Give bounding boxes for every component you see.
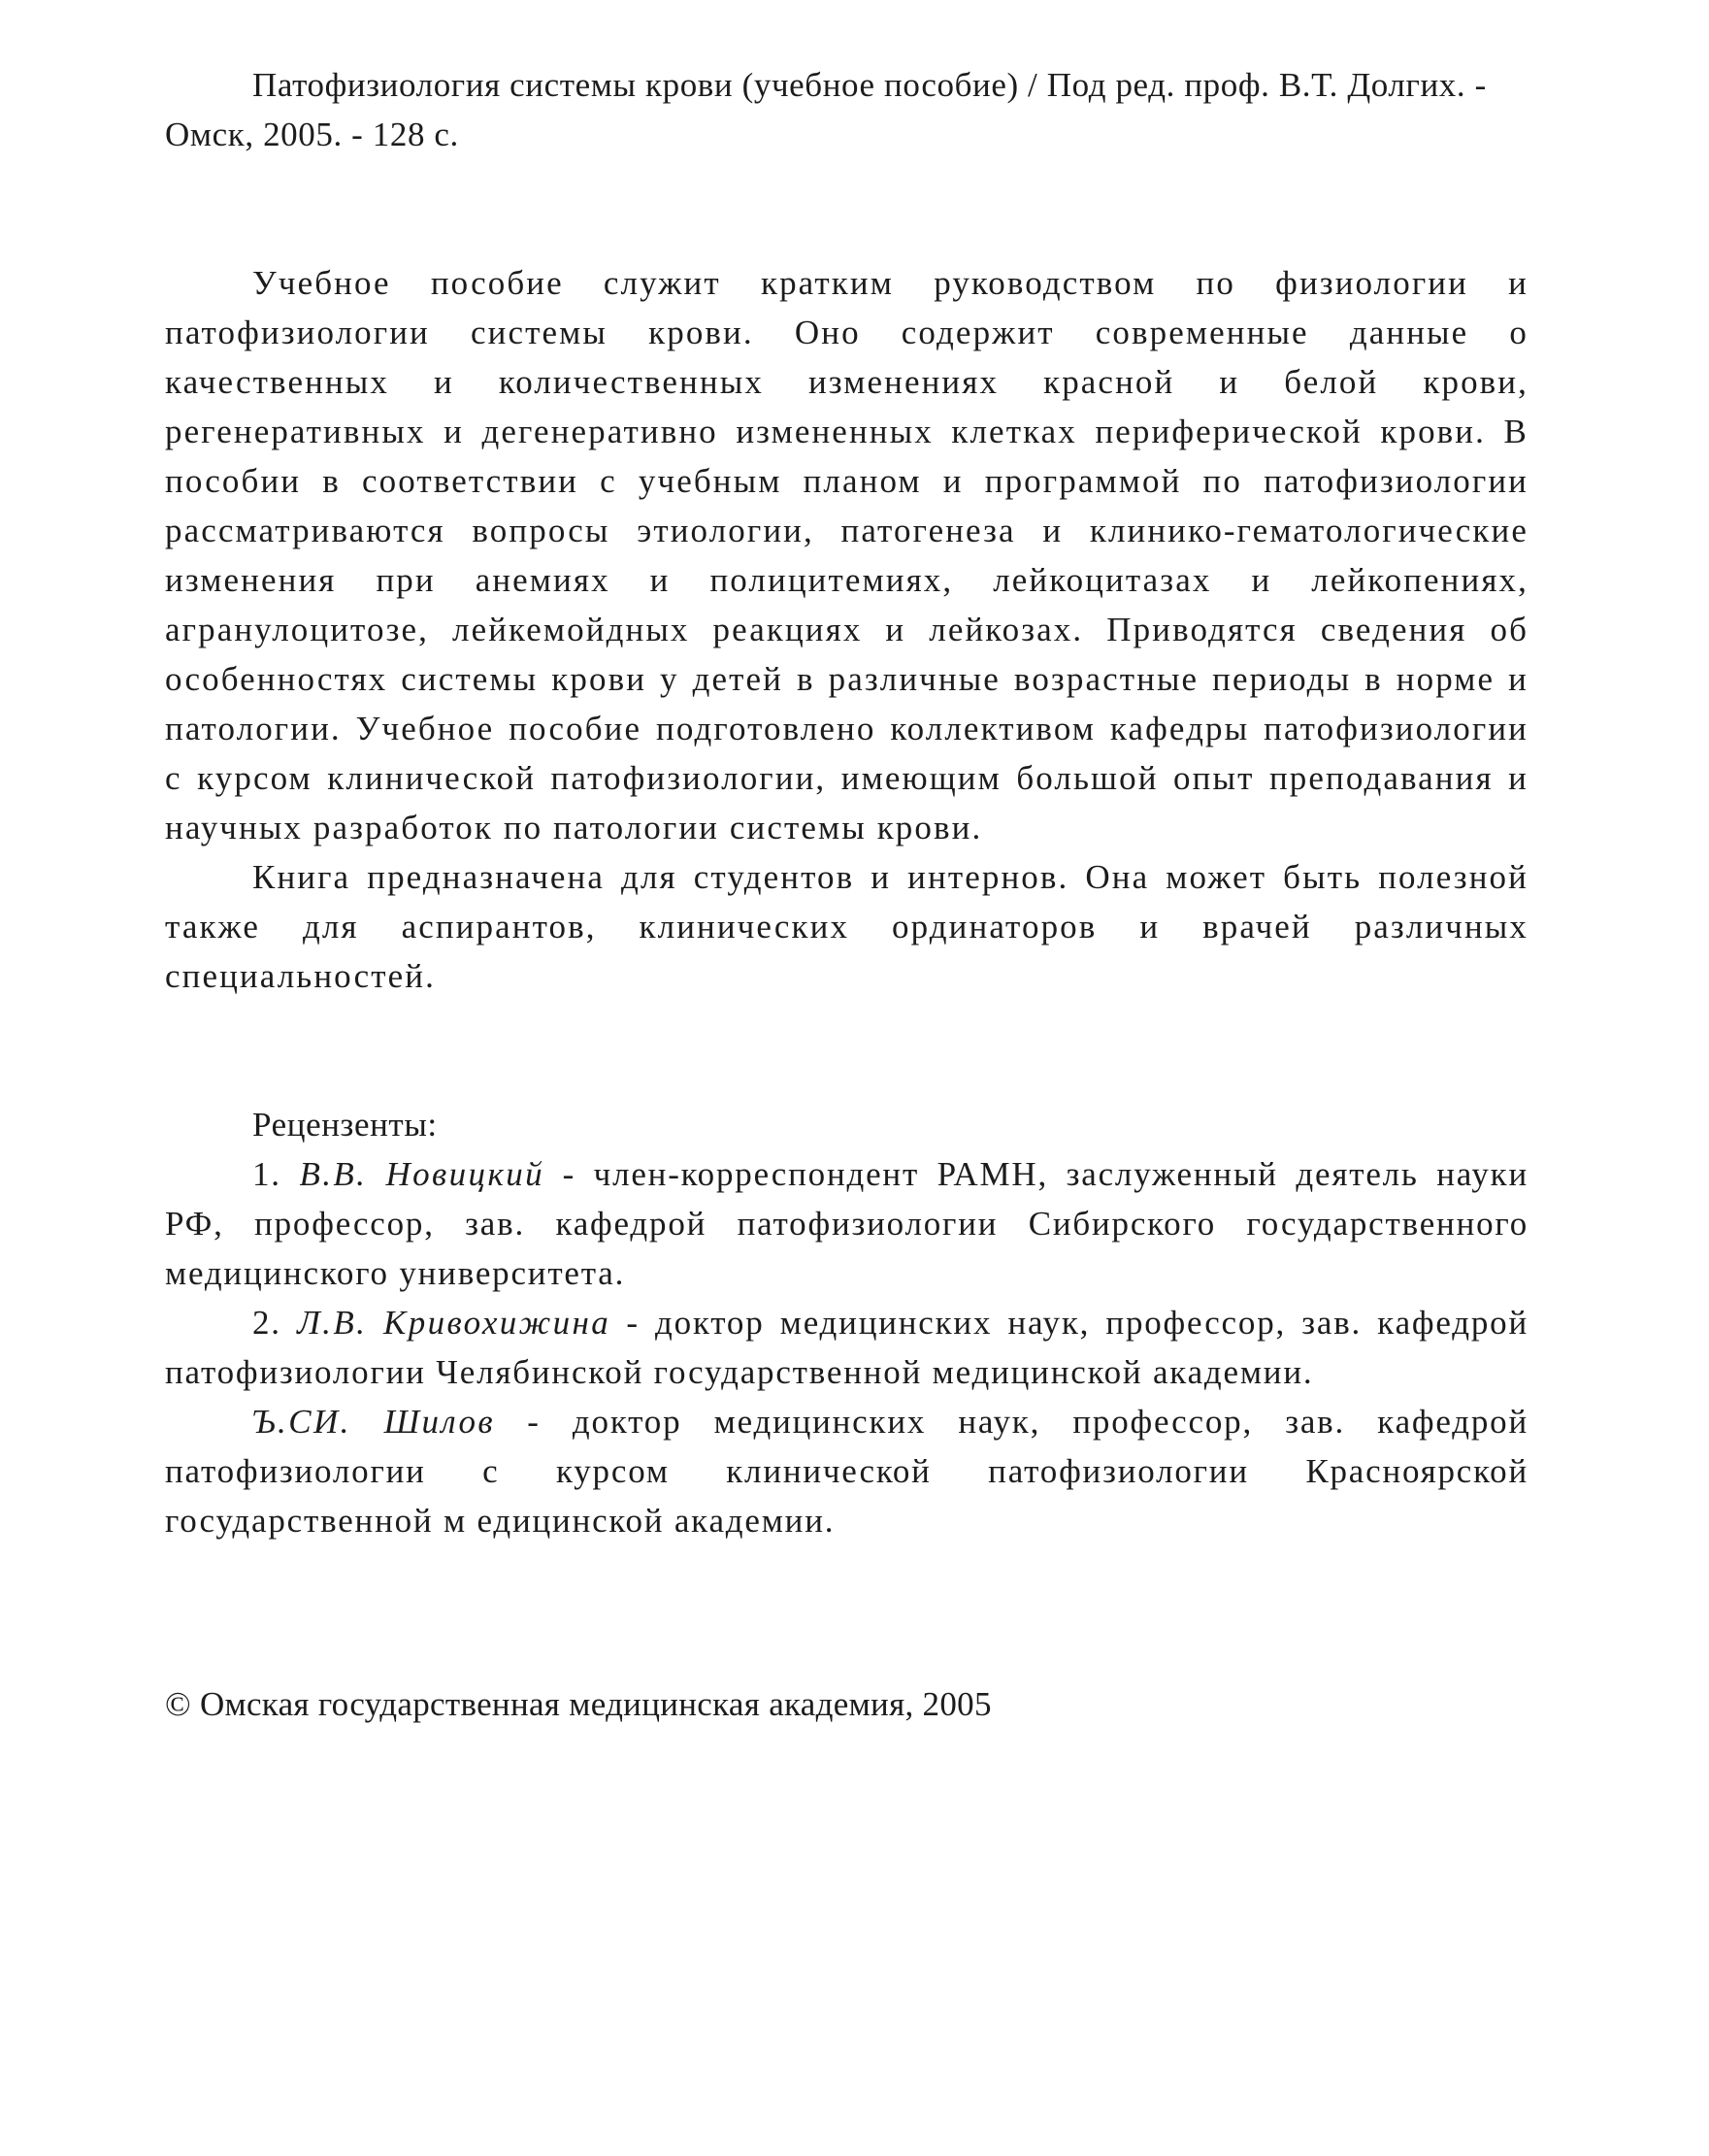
reviewer-number: 2. <box>252 1304 298 1342</box>
copyright-notice: © Омская государственная медицинская академия, 2005 <box>165 1685 992 1723</box>
document-page <box>165 60 1528 1729</box>
reviewer-item <box>165 1149 1528 1298</box>
reviewer-name: Л.В. Кривохижина <box>297 1304 611 1342</box>
reviewer-number: 1. <box>252 1155 300 1193</box>
abstract-paragraph: Учебное пособие служит кратким руководством по физиологии и патофизиологии системы крови. Оно содержит современные данные о качественных и количественных изменениях красной и белой крови, регенеративных и дегенеративно измененных клетках периферической крови. В пособии в соответствии с учебным планом и программой по патофизиологии рассматриваются вопросы этиологии, патогенеза и клинико-гематологические изменения при анемиях и полицитемиях, лейкоцитазах и лейкопениях, агранулоцитозе, лейкемойдных реакциях и лейкозах. Приводятся сведения об особенностях системы крови у детей в различные возрастные периоды в норме и патологии. Учебное пособие подготовлено коллективом кафедры патофизиологии с курсом клинической патофизиологии, имеющим большой опыт преподавания и научных разработок по патологии системы крови. <box>165 264 1528 846</box>
reviewer-description: - доктор медицинских наук, профессор, зав. кафедрой патофизиологии с курсом клинической патофизиологии Красноярской государственной м едицинской академии. <box>165 1403 1528 1540</box>
audience-paragraph: Книга предназначена для студентов и интернов. Она может быть полезной также для аспирантов, клинических ординаторов и врачей различных специальностей. <box>165 858 1528 995</box>
reviewer-item <box>165 1298 1528 1397</box>
reviewer-description: - доктор медицинских наук, профессор, зав. кафедрой патофизиологии Челябинской государственной медицинской академии. <box>165 1304 1528 1391</box>
reviewer-name: Ъ.СИ. Шилов <box>252 1403 495 1441</box>
reviewers-list <box>165 1149 1528 1545</box>
reviewer-description: - член-корреспондент РАМН, заслуженный деятель науки РФ, профессор, зав. кафедрой патофизиологии Сибирского государственного медицинского университета. <box>165 1155 1528 1292</box>
reviewer-name: В.В. Новицкий <box>299 1155 545 1193</box>
reviewer-item <box>165 1397 1528 1545</box>
reviewers-heading: Рецензенты: <box>252 1106 438 1144</box>
bibliographic-entry: Патофизиология системы крови (учебное пособие) / Под ред. проф. В.Т. Долгих. - Омск, 2005. - 128 с. <box>165 66 1487 153</box>
